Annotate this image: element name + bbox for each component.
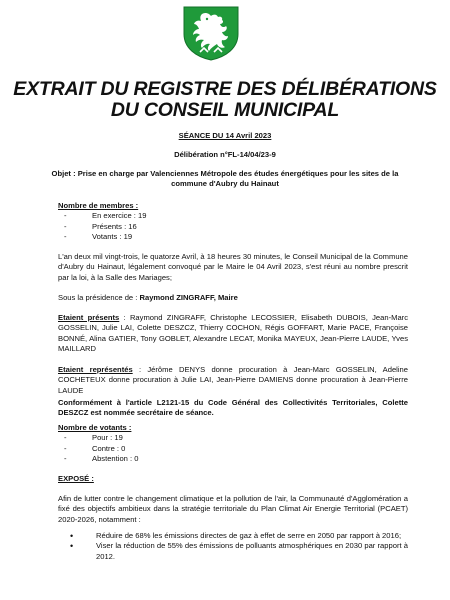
seance-date: SÉANCE DU 14 Avril 2023	[178, 131, 272, 140]
presents-paragraph	[58, 313, 408, 355]
objet-line1: Objet : Prise en charge par Valenciennes Métropole des études énergétiques pour les sites de la	[51, 169, 399, 178]
list-item: - Pour : 19	[64, 433, 408, 443]
representes-text: : Jérôme DENYS donne procuration à Jean-Marc GOSSELIN, Adeline COCHETEUX donne procuration à Julie LAI, Jean-Pierre DAMIENS donne procuration à Jean-Pierre LAUDE	[58, 365, 408, 395]
list-item: - Votants : 19	[64, 232, 408, 242]
membres-list	[58, 211, 408, 242]
membres-section	[58, 201, 408, 243]
document-title-line1: EXTRAIT DU REGISTRE DES DÉLIBÉRATIONS	[13, 78, 437, 100]
votants-section	[58, 423, 408, 465]
membres-heading: Nombre de membres :	[58, 201, 139, 210]
list-item: - Présents : 16	[64, 222, 408, 232]
objectives-list	[58, 531, 408, 562]
votants-list	[58, 433, 408, 464]
presents-label: Etaient présents	[58, 313, 120, 322]
deliberation-number: Délibération n°FL-14/04/23-9	[174, 150, 276, 159]
document-title-line2: DU CONSEIL MUNICIPAL	[110, 99, 340, 121]
representes-paragraph	[58, 365, 408, 396]
presents-text: : Raymond ZINGRAFF, Christophe LECOSSIER, Elisabeth DUBOIS, Jean-Marc GOSSELIN, Julie LAI, Colette DESZCZ, Thierry COCHON, Régis GOFFART, Marie PACE, Françoise BONNÉ, Alina GATIER, Tony GOBLET, Alexandre LECAT, Monika MAYEUX, Jean-Pierre LAUDE, Yves MAILLARD	[58, 313, 408, 354]
representes-label: Etaient représentés	[58, 365, 133, 374]
list-item: • Viser la réduction de 55% des émissions de polluants atmosphériques en 2030 par rapport à 2012.	[68, 541, 408, 562]
expose-heading: EXPOSÉ :	[58, 474, 94, 483]
expose-paragraph: Afin de lutter contre le changement climatique et la pollution de l'air, la Communauté d'Agglomération a fixé des objectifs ambitieux dans la stratégie territoriale du Plan Climat Air Energie Territorial (PCAET) 2020-2026, notamment :	[58, 494, 408, 524]
objet-line2: commune d'Aubry du Hainaut	[171, 179, 279, 188]
intro-paragraph: L'an deux mil vingt-trois, le quatorze Avril, à 18 heures 30 minutes, le Conseil Municipal de la Commune d'Aubry du Hainaut, légalement convoqué par le Maire le 04 Avril 2023, s'est réuni au nombre prescrit par la loi, à la Salle des Mariages;	[58, 252, 408, 282]
presidence-name: Raymond ZINGRAFF, Maire	[139, 293, 238, 302]
expose-bullets	[58, 531, 408, 562]
coat-of-arms-icon	[180, 4, 242, 62]
list-item: • Réduire de 68% les émissions directes de gaz à effet de serre en 2050 par rapport à 2016;	[68, 531, 408, 541]
votants-heading: Nombre de votants :	[58, 423, 132, 432]
list-item: - Abstention : 0	[64, 454, 408, 464]
conformement-paragraph: Conformément à l'article L2121-15 du Code Général des Collectivités Territoriales, Colette DESZCZ est nommée secrétaire de séance.	[58, 398, 408, 418]
list-item: - Contre : 0	[64, 444, 408, 454]
presidence-prefix: Sous la présidence de :	[58, 293, 140, 302]
list-item: - En exercice : 19	[64, 211, 408, 221]
presidence-line	[58, 293, 408, 303]
